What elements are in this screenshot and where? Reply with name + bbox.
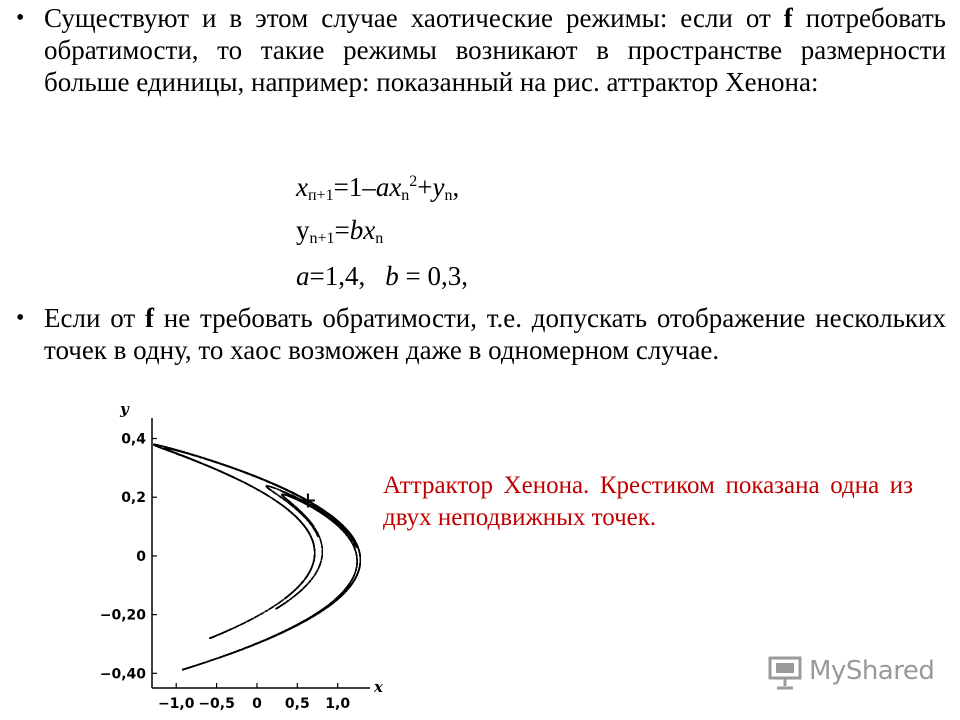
bold-f: f	[783, 3, 793, 33]
formula-line-1: $x_{п+1}=1-ax_n^2+y_n$,	[296, 172, 460, 204]
bullet-paragraph-1	[16, 2, 946, 98]
paragraph-text: Если от f не требовать обратимости, т.е. допускать отображение нескольких точек в одну, то хаос возможен даже в одномерном случае.	[44, 303, 946, 365]
bullet-paragraph-2	[16, 302, 946, 366]
paragraph-text: Существуют и в этом случае хаотические режимы: если от f потребовать обратимости, то такие режимы возникают в пространстве размерности больше единицы, например: показанный на рис. аттрактор Хенона:	[44, 3, 946, 97]
bullet-dot: •	[16, 5, 25, 31]
axes	[152, 418, 370, 688]
formula-line-3: a=1,4, b = 0,3,	[296, 261, 468, 291]
bullet-dot: •	[16, 305, 25, 331]
attractor-points	[153, 444, 361, 670]
formula-line-2: $y_{n+1}=bx_n$	[296, 215, 384, 247]
henon-attractor-plot	[80, 400, 383, 718]
bold-f: f	[144, 303, 154, 333]
